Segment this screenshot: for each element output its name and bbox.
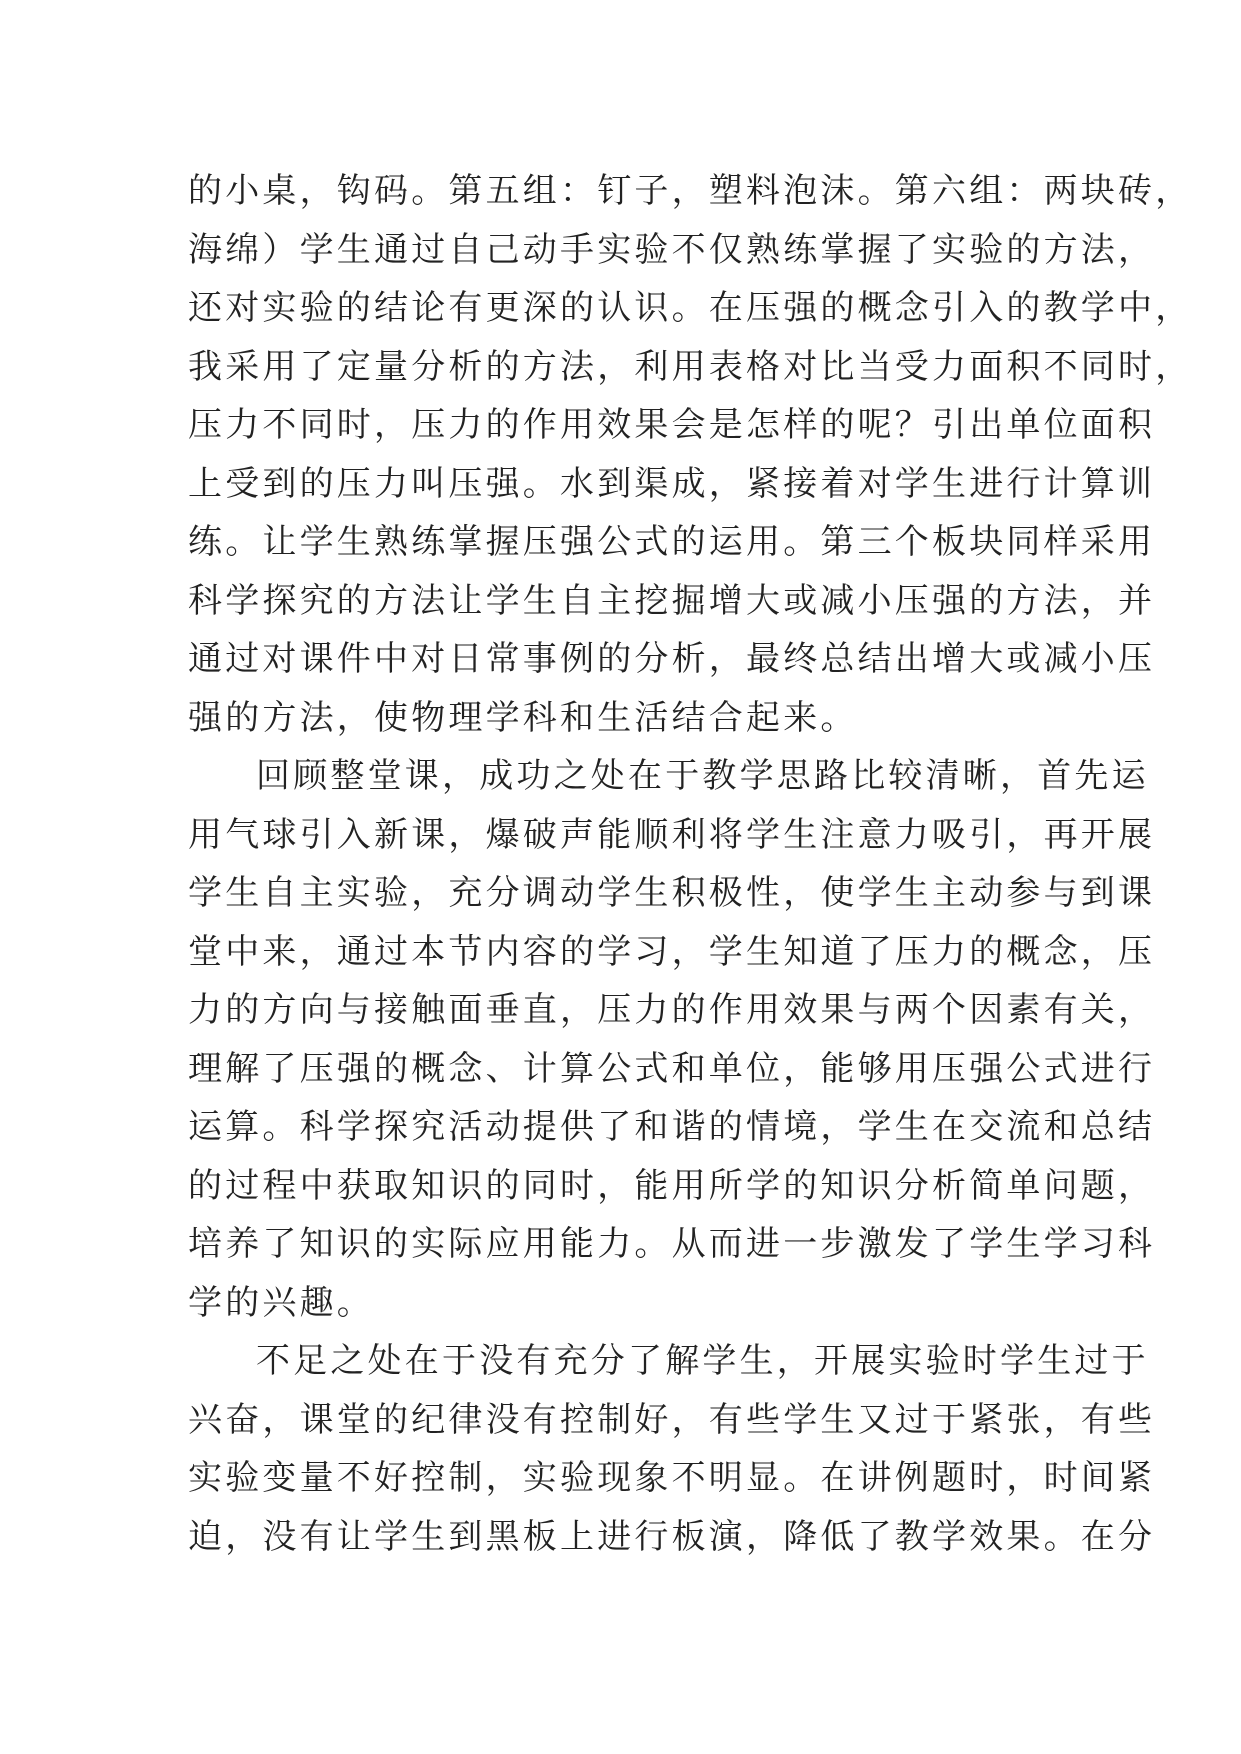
text-line: 强的方法，使物理学科和生活结合起来。 [188, 697, 858, 738]
paragraph-review-strengths [188, 747, 1156, 1332]
text-line: 学生自主实验，充分调动学生积极性，使学生主动参与到课 [188, 873, 1156, 913]
text-line: 压力不同时，压力的作用效果会是怎样的呢？引出单位面积 [188, 405, 1156, 445]
text-line: 实验变量不好控制，实验现象不明显。在讲例题时，时间紧 [188, 1458, 1156, 1498]
text-line: 我采用了定量分析的方法，利用表格对比当受力面积不同时， [188, 346, 1193, 387]
text-line: 用气球引入新课，爆破声能顺利将学生注意力吸引，再开展 [188, 814, 1156, 855]
document-body [188, 162, 1193, 1566]
text-line: 还对实验的结论有更深的认识。在压强的概念引入的教学中， [188, 288, 1193, 328]
text-line: 上受到的压力叫压强。水到渠成，紧接着对学生进行计算训 [188, 463, 1156, 504]
text-line: 堂中来，通过本节内容的学习，学生知道了压力的概念，压 [188, 931, 1156, 972]
text-line: 运算。科学探究活动提供了和谐的情境，学生在交流和总结 [188, 1107, 1156, 1147]
text-line: 通过对课件中对日常事例的分析，最终总结出增大或减小压 [188, 639, 1156, 679]
text-line: 理解了压强的概念、计算公式和单位，能够用压强公式进行 [188, 1048, 1156, 1089]
text-line: 的过程中获取知识的同时，能用所学的知识分析简单问题， [188, 1165, 1156, 1206]
text-line: 兴奋，课堂的纪律没有控制好，有些学生又过于紧张，有些 [188, 1399, 1156, 1440]
text-line: 迫，没有让学生到黑板上进行板演，降低了教学效果。在分 [188, 1516, 1156, 1557]
text-line: 学的兴趣。 [188, 1282, 374, 1323]
text-line: 力的方向与接触面垂直，压力的作用效果与两个因素有关， [188, 990, 1156, 1030]
text-line: 练。让学生熟练掌握压强公式的运用。第三个板块同样采用 [188, 522, 1156, 562]
text-line: 回顾整堂课，成功之处在于教学思路比较清晰，首先运 [256, 756, 1149, 796]
text-line: 培养了知识的实际应用能力。从而进一步激发了学生学习科 [188, 1224, 1156, 1264]
text-line: 科学探究的方法让学生自主挖掘增大或减小压强的方法，并 [188, 580, 1156, 621]
paragraph-experiment-summary [188, 162, 1193, 747]
paragraph-shortcomings [188, 1332, 1156, 1566]
text-line: 不足之处在于没有充分了解学生，开展实验时学生过于 [256, 1341, 1149, 1381]
text-line: 的小桌，钩码。第五组：钉子，塑料泡沫。第六组：两块砖， [188, 171, 1193, 211]
text-line: 海绵）学生通过自己动手实验不仅熟练掌握了实验的方法， [188, 229, 1156, 270]
